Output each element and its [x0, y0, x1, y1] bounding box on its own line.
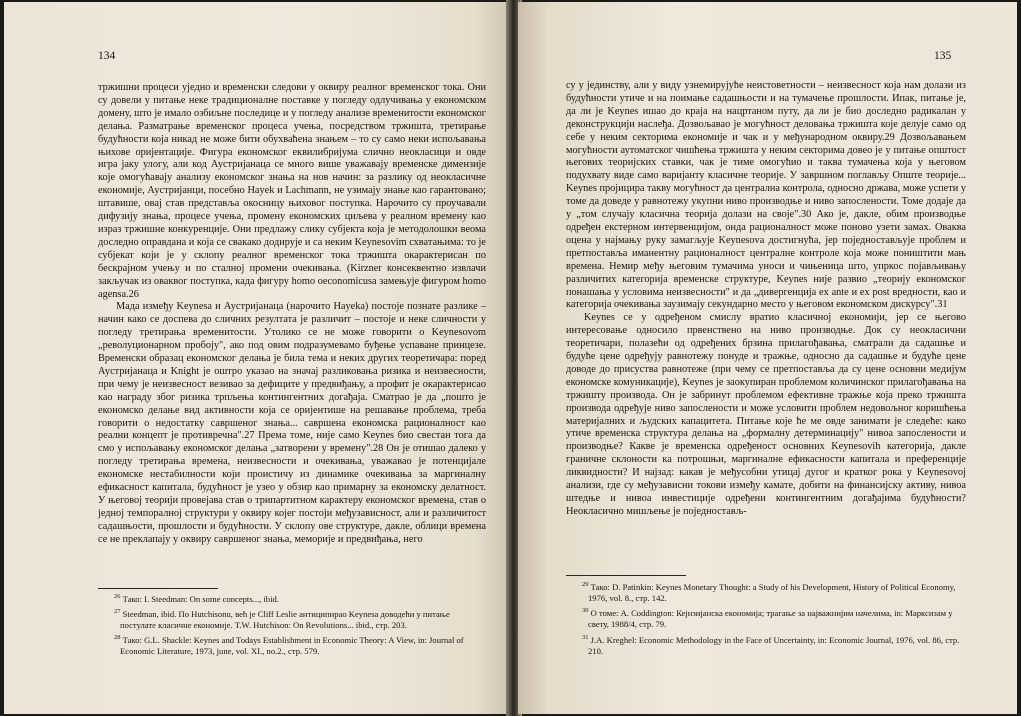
footnote-text: О томе: A. Coddington: Кејнзијанска економија; трагање за најважнијим начелима, in: Марксизам у свету, 1988/4, стр. 79. [588, 608, 953, 630]
footnote [582, 632, 966, 657]
footnote-divider [98, 588, 218, 589]
footnotes [114, 591, 486, 659]
page-number: 134 [98, 50, 116, 62]
main-text [566, 80, 966, 519]
left-page [4, 2, 510, 714]
main-text [98, 82, 486, 547]
footnote-text: Steedman, ibid. По Hutchisonu, већ је Cliff Leslie антиципирао Keynesa доводећи у питање постулате класичне економије. T.W. Hutchison: On Revolutions... ibid., стр. 203. [120, 608, 450, 631]
page-number: 135 [934, 50, 952, 62]
footnote [582, 579, 966, 604]
footnote-number: 28 [114, 634, 121, 642]
footnote [114, 591, 486, 605]
footnote-number: 29 [582, 581, 589, 588]
footnote-text: Тако: D. Patinkin: Keynes Monetary Thought: a Study of his Development, History of Political Economy, 1976, vol. 8., стр. 142. [588, 581, 956, 604]
footnotes [582, 579, 966, 658]
footnote-number: 30 [582, 607, 589, 615]
right-page [518, 2, 1017, 714]
footnote-text: Тако: G.L. Shackle: Keynes and Todays Establishment in Economic Theory: A View, in: Journal of Economic Literature, 1973, june, vol. XI., no.2., стр. 579. [120, 635, 464, 657]
footnote-divider [566, 575, 686, 576]
footnote [582, 605, 966, 630]
footnote [114, 632, 486, 657]
footnote [114, 606, 486, 631]
footnote-number: 26 [114, 593, 121, 600]
paragraph: тржишни процеси уједно и временски следови у оквиру реалног временског тока. Они су довели у питање неке традиционалне поставке у погледу одлучивања у економском домену, што је имало озбиљне последице и у погледу анализе временитости економског делања. Разматрање временског процеса учења, посредством тржишта, третирање будућности која никад не може бити обухваћена знањем – то су само неки испољавања њихове оријентације. Фигура економског еквилибријума слично неокласици и овде игра јаку улогу, али код Аустријанаца се много више уважавају временске димензије које омогућавају анализу економског знања на нов начин: за разлику од неокласичне економије, Аустријанци, посебно Hayek и Lachmann, не узимају знање као гарантовано; штавише, овај став представља окосницу њиховог поступка. Нарочито су проучавали дифузију знања, процесе учења, промену економских циљева у реалном времену као израз тржишне конкуренције. Они предлажу слику субјекта која је методолошки веома доследно оправдана и која се свакако додирује и са неким Keynesovim схватањима: то је субјекат који је у склопу реалног временског тока тржишта окарактерисан по бескрајном учењу и по сталној промени очекивања. (Kirzner консеквентно извлачи закључак из оваквог поступка, када фигуру homo oeconomicusa замењује фигуром homo agensa.26 [98, 82, 486, 300]
footnote-text: Тако: I. Steedman: On some concepts..., ibid. [122, 593, 279, 604]
paragraph: Keynes се у одређеном смислу вратио класичној економији, јер се његово интересовање односило првенствено на ниво производње. Док су неокласични теоретичари, полазећи од одређених брзина прилагођавања, сматрали да садашње и будуће цене одређују равнотежу понуде и тражње, односно да садашње и будуће цене доводе до присуства равнотеже (при чему се претпоставља да су цене основни медијум економске комуникације), Keynes је заокупиран проблемом количинског прилагођавања на тржишту производа. Он је забринут проблемом ефективне тражње која преко тржишта производа одређује ниво запослености и може условити проблем недовољног коришћења материјалних и људских капацитета. Питање које ће ме овде занимати је следеће: како утиче временска структура делања на „формалну детерминацију" нивоа запослености и производње? Какве је временска одређеност основних Keynesovih категорија, дакле граничне склоности ка потрошњи, маргиналне ефикасности капитала и преференције ликвидности? И најзад: какав је међусобни утицај дугог и кратког рока у Keynesovoj анализи, где су међузависни токови између камате, добити на финансијску активу, нивоа штедње и нивоа инвестиције одређени контингентним догађајима будућности? Неокласично мишљење је поједностављ- [566, 312, 966, 517]
paragraph: Мада између Keynesa и Аустријанаца (нарочито Hayeka) постоје познате разлике – начин како се доспева до сличних резултата је различит – постоје и неке сличности у погледу третирања временитости. Утолико се не може говорити о Keynesovom „револуционарном пробоју", ако под овим подразумевамо буђење успаване принцезе. Временски образац економског делања је била тема и неких других теоретичара: поред Аустријанаца и Knight је оштро указао на значај разликовања ризика и неизвесности, при чему је неизвесност везивао за дефиците у предвиђању, а профит је окарактерисао као награду због ризика трпљења контингентних догађаја. Сматрао је да „пошто је економско делање вид активности која се оријентише на решавање проблема, треба говорити о недостатку савршеног знања... савршена економска рационалност као реални концепт је противречна".27 Према томе, није само Keynes био свестан тога да смо у испољавању економског делања „затворени у времену".28 Он је отишао далеко у погледу третирања времена, неизвесности и очекивања, уважавао је потенцијале економске нестабилности који проистичу из динамике очекивања за маргиналну ефикасност капитала, будућност је узео у обзир као примарну за економску делатност. У његовој теорији провејава став о трипартитном карактеру економског времена, став о једној темпоралној структури у оквиру којег постоји међузависност, али и различитост садашњости, прошлости и будућности. У склопу ове структуре, дакле, облици времена се не преклапају у оквиру савршеног знања, меморије и предвиђања, него [98, 301, 486, 545]
footnote-number: 31 [582, 633, 589, 641]
footnote-text: J.A. Kreghel: Economic Methodology in the Face of Uncertainty, in: Economic Journal, 1976, vol. 86, стр. 210. [588, 634, 960, 656]
footnote-number: 27 [114, 608, 121, 616]
paragraph: су у јединству, али у виду узнемирујуће неистоветности – неизвесност која нам долази из будућности утиче и на поимање садашњости и на тумачење прошлости. Ипак, питање је, да ли је Keynes ишао до краја на нацртаном путу, да ли је био доследно радикалан у деконструкцији наслеђа. Дозвољавао је могућност деловања тржишта које делује само од себе у неким секторима економије и чак и у међународном оквиру.29 Дозвољавањем могућности аутоматског чишћења тржишта у неким секторима довео је у питање општост његових теоријских ставки, чак је тиме омогућио и таква тумачења која у његовом подухвату виде само варијанту класичне теорије. У завршном поглављу Опште теорије... Keynes пројицира такву могућност да централна контрола, односно држава, може успети у томе да доведе у равнотежу укупни ниво производње и ниво запослености. Томе додаје да у „том случају класична теорија долази на своје".30 Ако је, дакле, обим производње одређен екстерном интервенцијом, онда рационалност може поново узети замах. Оваква оцена у најмању руку замагљује Keynesova достигнућа, јер поједностављује проблем и претпоставља иманентну рационалност централне контроле која може поништити мањ времена. Немир међу његовим тумачима уноси и чињеница што, упркос појављивању различитих категорија временске структуре, Keynes није развио „теорију економског понашања у условима неизвесности" и да „дивергенција ex ante и ex post вредности, као и категорија очекивања заузимају секундарно место у његовом економском дискурсу".31 [566, 80, 966, 311]
